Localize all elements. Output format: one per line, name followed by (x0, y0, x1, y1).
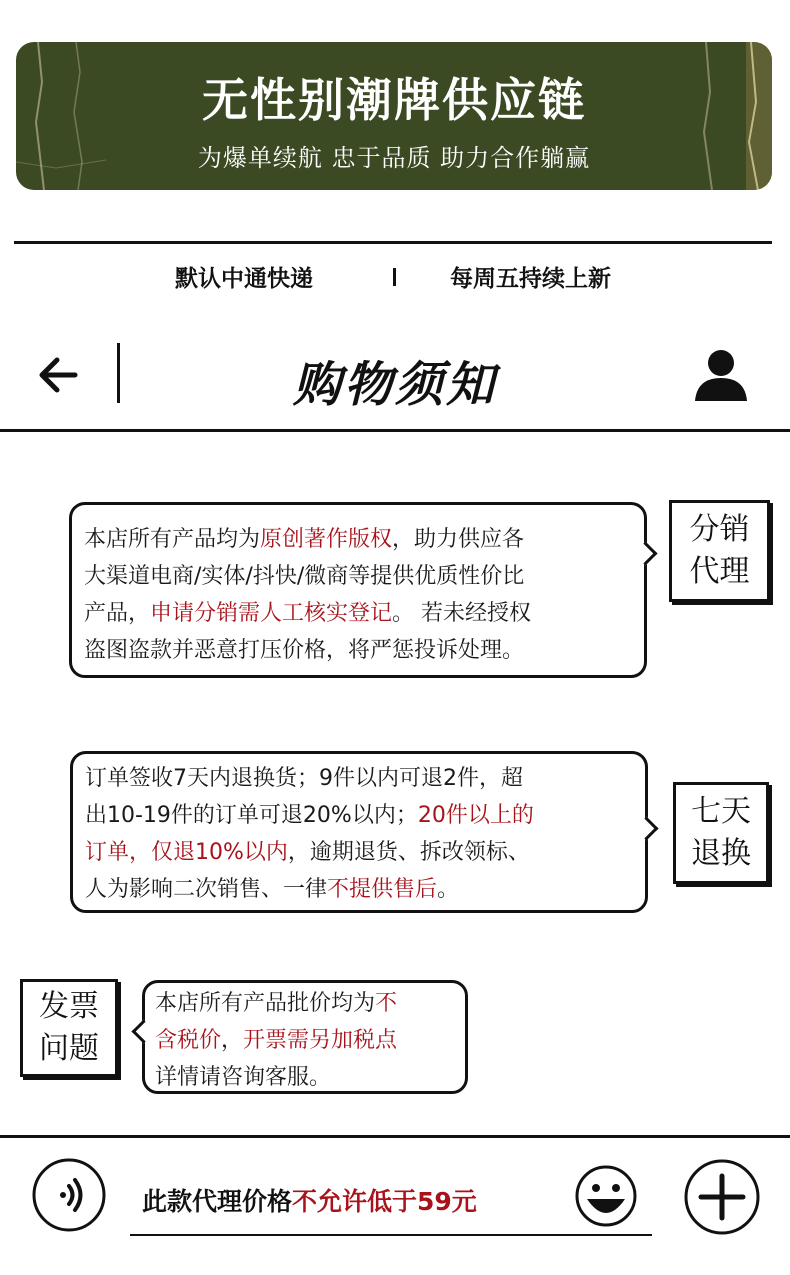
smiley-icon (573, 1165, 639, 1227)
brand-banner (16, 42, 772, 190)
notice-line: 本店所有产品批价均为不 (155, 991, 398, 1016)
input-underline (130, 1234, 652, 1236)
voice-icon (31, 1157, 107, 1233)
notice-line: 订单，仅退10%以内，逾期退货、拆改领标、 (85, 840, 530, 865)
user-button[interactable] (693, 346, 749, 402)
page-title: 购物须知 (292, 357, 497, 413)
plus-button[interactable] (683, 1158, 761, 1236)
notice-line: 盗图盗款并恶意打压价格，将严惩投诉处理。 (84, 638, 525, 663)
info-separator (393, 268, 396, 286)
seven-day-return-tag: 七天 退换 (673, 782, 769, 884)
invoice-tag: 发票 问题 (20, 979, 118, 1077)
header-divider-line (0, 429, 790, 432)
info-divider (14, 241, 772, 244)
notice-line: 含税价，开票需另加税点 (155, 1028, 398, 1053)
distribution-notice-bubble (69, 502, 647, 678)
agent-price-notice (142, 1182, 477, 1218)
notice-line: 产品，申请分销需人工核实登记。 若未经授权 (84, 601, 532, 626)
bubble-tail (131, 1019, 155, 1043)
emoji-button[interactable] (573, 1165, 639, 1227)
notice-line: 大渠道电商/实体/抖快/微商等提供优质性价比 (84, 564, 525, 589)
notice-line: 人为影响二次销售、一律不提供售后。 (85, 877, 460, 902)
notice-line: 订单签收7天内退换货；9件以内可退2件，超 (85, 766, 523, 791)
banner-title: 无性别潮牌供应链 (202, 73, 586, 127)
notice-line: 本店所有产品均为原创著作版权，助力供应各 (84, 527, 525, 552)
notice-line: 出10-19件的订单可退20%以内；20件以上的 (85, 803, 534, 828)
distribution-agent-tag: 分销 代理 (669, 500, 770, 602)
return-policy-bubble (70, 751, 648, 913)
plus-icon (683, 1158, 761, 1236)
new-arrivals-info: 每周五持续上新 (450, 266, 611, 292)
notice-line: 详情请咨询客服。 (155, 1065, 332, 1090)
voice-button[interactable] (31, 1157, 107, 1233)
notice-highlight: 不允许低于59元 (292, 1187, 477, 1216)
bubble-tail (633, 541, 657, 565)
shipping-info: 默认中通快递 (175, 266, 313, 292)
notice-prefix: 此款代理价格 (142, 1187, 293, 1216)
invoice-notice-bubble (142, 980, 468, 1094)
user-icon (693, 346, 749, 402)
banner-subtitle: 为爆单续航 忠于品质 助力合作躺赢 (197, 144, 591, 172)
bubble-tail (634, 816, 658, 840)
footer-divider (0, 1135, 790, 1138)
